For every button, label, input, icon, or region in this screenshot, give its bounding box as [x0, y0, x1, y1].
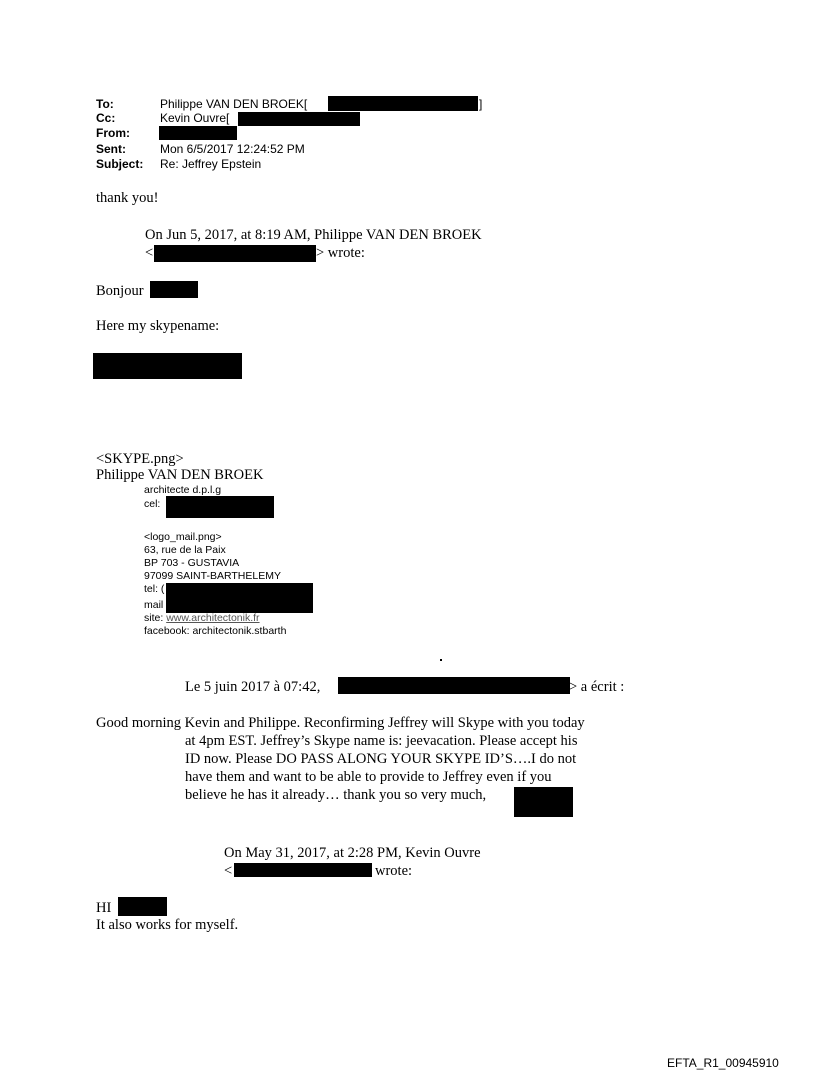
message-line-3: ID now. Please DO PASS ALONG YOUR SKYPE ID’S….I do not [185, 751, 577, 767]
subject-value: Re: Jeffrey Epstein [160, 157, 262, 171]
sent-value: Mon 6/5/2017 12:24:52 PM [160, 142, 305, 156]
quote2-wrote: > a écrit : [569, 679, 625, 695]
address-line-3: 97099 SAINT-BARTHELEMY [144, 570, 281, 582]
quote3-attribution: On May 31, 2017, at 2:28 PM, Kevin Ouvre [224, 845, 481, 861]
address-line-2: BP 703 - GUSTAVIA [144, 557, 240, 569]
message-line-5: believe he has it already… thank you so very much, [185, 787, 487, 803]
quote1-attribution: On Jun 5, 2017, at 8:19 AM, Philippe VAN DEN BROEK [145, 227, 482, 243]
facebook-line: facebook: architectonik.stbarth [144, 625, 287, 637]
quote1-wrote: > wrote: [316, 245, 365, 261]
signature-cel-label: cel: [144, 498, 161, 510]
site-link[interactable]: www.architectonik.fr [166, 612, 260, 624]
message-line-1: Good morning Kevin and Philippe. Reconfirming Jeffrey will Skype with you today [96, 715, 585, 731]
kevin-line: It also works for myself. [96, 917, 239, 933]
cc-value: Kevin Ouvre[ [160, 111, 230, 125]
address-line-1: 63, rue de la Paix [144, 544, 226, 556]
tel-label: tel: ( [144, 583, 165, 595]
kevin-hi: HI [96, 900, 112, 916]
logo-attachment: <logo_mail.png> [144, 531, 222, 543]
redaction-block [238, 112, 360, 126]
message-line-4: have them and want to be able to provide to Jeffrey even if you [185, 769, 552, 785]
to-close-bracket: ] [479, 97, 483, 111]
site-label: site: [144, 612, 167, 624]
signature-title: architecte d.p.l.g [144, 484, 222, 496]
quote2-attribution: Le 5 juin 2017 à 07:42, [185, 679, 321, 695]
skype-intro: Here my skypename: [96, 318, 220, 334]
quote1-lt: < [145, 245, 154, 261]
quote3-wrote: wrote: [375, 863, 413, 879]
mail-label: mail [144, 599, 164, 611]
redaction-block [93, 353, 242, 379]
greeting: Bonjour [96, 283, 144, 299]
signature-name: Philippe VAN DEN BROEK [96, 467, 264, 483]
quote3-lt: < [224, 863, 233, 879]
redaction-block [234, 863, 372, 877]
to-value [160, 97, 307, 111]
to-name: Philippe VAN DEN BROEK[ [160, 97, 308, 111]
redaction-block [328, 96, 478, 111]
skype-attachment: <SKYPE.png> [96, 451, 184, 467]
redaction-block [150, 281, 198, 298]
redaction-block [159, 126, 237, 140]
stray-dot [440, 659, 442, 661]
redaction-block [154, 245, 316, 262]
document-id: EFTA_R1_00945910 [667, 1056, 779, 1070]
redaction-block [338, 677, 570, 694]
redaction-block [514, 787, 573, 817]
from-label: From: [96, 126, 130, 140]
subject-label: Subject: [96, 157, 144, 171]
redaction-block [166, 583, 313, 613]
sent-label: Sent: [96, 142, 126, 156]
cc-label: Cc: [96, 111, 116, 125]
message-line-2: at 4pm EST. Jeffrey’s Skype name is: jeevacation. Please accept his [185, 733, 578, 749]
to-label: To: [96, 97, 114, 111]
redaction-block [118, 897, 167, 916]
reply-text: thank you! [96, 190, 159, 206]
redaction-block [166, 496, 274, 518]
site-line [144, 612, 260, 624]
